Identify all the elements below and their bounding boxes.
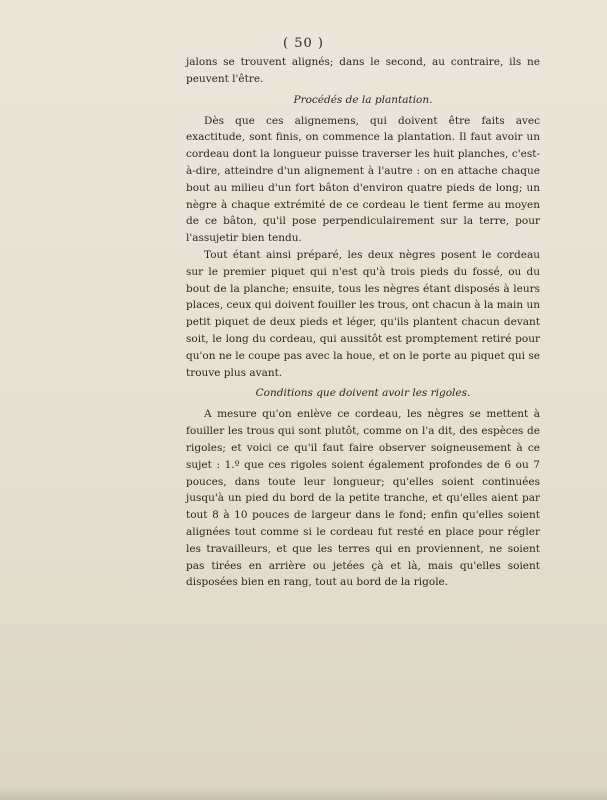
- paragraph-continuation: jalons se trouvent alignés; dans le second, au contraire, ils ne peuvent l'être.: [186, 56, 540, 85]
- paragraph-preparation: Tout étant ainsi préparé, les deux nègres posent le cordeau sur le premier piquet qui n'est qu'à trois pieds du fossé, ou du bout de la planche; ensuite, tous les nègres étant disposés à leurs places, ceux qui doivent fouiller les trous, ont chacun à la main un petit piquet de deux pieds et léger, qu'ils plantent chacun devant soit, le long du cordeau, qui aussitôt est promptement retiré pour qu'on ne le coupe pas avec la houe, et on le porte au piquet qui se trouve plus avant.: [186, 248, 541, 379]
- page-number: ( 50 ): [283, 36, 324, 51]
- section-heading-plantation: Procédés de la plantation.: [293, 93, 433, 106]
- paragraph-alignments: Dès que ces alignemens, qui doivent être faits avec exactitude, sont finis, on commence la plantation. Il faut avoir un cordeau dont la longueur puisse traverser les huit planches, c'est-à-dire, atteindre d'un alignement à l'autre : on en attache chaque bout au milieu d'un fort bâton d'environ quatre pieds de long; un nègre à chaque extrémité de ce cordeau le tient ferme au moyen de ce bâton, qu'il pose perpendiculairement sur la terre, pour l'assujetir bien tendu.: [186, 114, 540, 245]
- text-body: [186, 54, 540, 591]
- section-heading-rigoles: Conditions que doivent avoir les rigoles.: [255, 387, 471, 400]
- paragraph-rigoles: A mesure qu'on enlève ce cordeau, les nègres se mettent à fouiller les trous qui sont plutôt, comme on l'a dit, des espèces de rigoles; et voici ce qu'il faut faire observer soigneusement à ce sujet : 1.º que ces rigoles soient également profondes de 6 ou 7 pouces, dans toute leur longueur; qu'elles soient continuées jusqu'à un pied du bord de la petite tranche, et qu'elles aient par tout 8 à 10 pouces de largeur dans le fond; enfin qu'elles soient alignées tout comme si le cordeau fut resté en place pour régler les travailleurs, et que les terres qui en proviennent, ne soient pas tirées en arrière ou jetées çà et là, mais qu'elles soient disposées bien en rang, tout au bord de la rigole.: [186, 408, 540, 589]
